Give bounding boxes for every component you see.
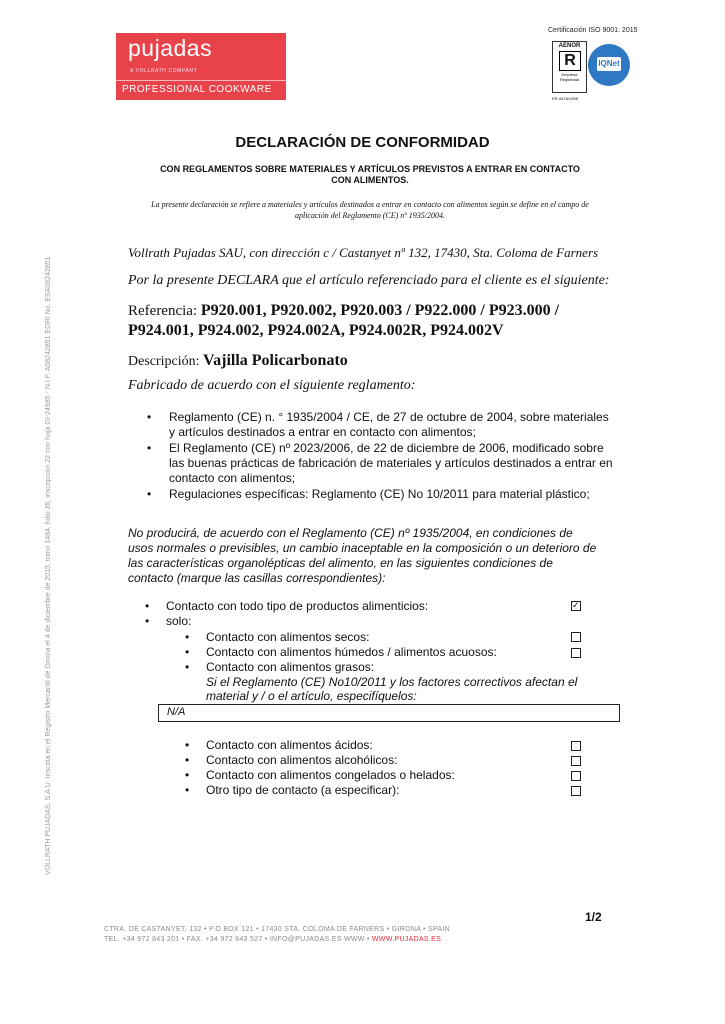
humedos-label: Contacto con alimentos húmedos / alimentos acuosos:: [206, 645, 497, 659]
description-block: [128, 352, 348, 370]
secos-label: Contacto con alimentos secos:: [206, 630, 370, 644]
bullet-icon: •: [185, 768, 190, 782]
contact-all-checkbox[interactable]: [571, 601, 581, 611]
bullet-icon: •: [145, 599, 150, 613]
bullet-icon: •: [185, 783, 190, 797]
regulation-item: • El Reglamento (CE) nº 2023/2006, de 22 de diciembre de 2006, modificado sobre las buenas prácticas de fabricación de materiales y artículos destinados a entrar en contacto con alimentos;: [145, 441, 615, 486]
company-line: Vollrath Pujadas SAU, con dirección c / Castanyet nº 132, 17430, Sta. Coloma de Farners: [128, 245, 599, 260]
no-producira-paragraph: No producirá, de acuerdo con el Reglamento (CE) nº 1935/2004, en condiciones de usos normales o previsibles, un cambio inaceptable en la composición o un deterioro de las características organolépticas del alimento, en las siguientes condiciones de contacto (marque las casillas correspondientes):: [128, 526, 597, 585]
specify-value: N/A: [167, 706, 186, 718]
otro-row: [185, 783, 399, 798]
secos-row: [185, 630, 369, 645]
otro-checkbox[interactable]: [571, 786, 581, 796]
grasos-note-1: Si el Reglamento (CE) No10/2011 y los factores correctivos afectan el: [206, 675, 578, 689]
secos-checkbox[interactable]: [571, 632, 581, 642]
reference-label: Referencia:: [128, 303, 198, 319]
acidos-checkbox[interactable]: [571, 741, 581, 751]
footer-website-link[interactable]: WWW.PUJADAS.ES: [371, 936, 442, 943]
congelados-row: [185, 768, 455, 783]
specify-field[interactable]: [158, 704, 620, 722]
regulation-item: • Regulaciones específicas: Reglamento (CE) No 10/2011 para material plástico;: [145, 487, 615, 502]
solo-row: [145, 614, 191, 629]
congelados-checkbox[interactable]: [571, 771, 581, 781]
acidos-label: Contacto con alimentos ácidos:: [206, 738, 373, 752]
document-subtitle: CON REGLAMENTOS SOBRE MATERIALES Y ARTÍCULOS PREVISTOS A ENTRAR EN CONTACTO CON ALIMENTOS.: [160, 164, 580, 185]
pujadas-logo: [116, 33, 286, 100]
grasos-note-2: material y / o el artículo, especifíquelos:: [206, 689, 417, 703]
aenor-seal: [552, 41, 587, 93]
alcoholicos-checkbox[interactable]: [571, 756, 581, 766]
solo-label: solo:: [166, 614, 192, 628]
bullet-icon: •: [185, 645, 190, 659]
contact-all-row: [145, 599, 428, 614]
description-label: Descripción:: [128, 354, 200, 369]
otro-label: Otro tipo de contacto (a especificar):: [206, 783, 400, 797]
bullet-icon: •: [185, 738, 190, 752]
certification-title: Certificación ISO 9001: 2015: [548, 27, 638, 34]
bullet-icon: •: [145, 614, 150, 628]
logo-company: A VOLLRATH COMPANY: [130, 68, 198, 74]
logo-brand: pujadas: [128, 35, 213, 61]
document-title: DECLARACIÓN DE CONFORMIDAD: [235, 134, 490, 151]
regulation-item: • Reglamento (CE) n. ° 1935/2004 / CE, de 27 de octubre de 2004, sobre materiales y artículos destinados a entrar en contacto con alimentos;: [145, 410, 615, 440]
grasos-row: [185, 660, 374, 675]
footer-address: CTRA. DE CASTANYET, 132 • P.O.BOX 121 • 17430 STA. COLOMA DE FARNERS • GIRONA • SPAIN: [104, 926, 450, 933]
declara-line: Por la presente DECLARA que el artículo referenciado para el cliente es el siguiente:: [128, 273, 610, 288]
bullet-icon: •: [185, 660, 190, 674]
description-value: Vajilla Policarbonato: [203, 352, 348, 369]
contact-all-label: Contacto con todo tipo de productos alimenticios:: [166, 599, 429, 613]
logo-divider: [116, 80, 286, 81]
humedos-row: [185, 645, 497, 660]
regulations-list: [145, 410, 615, 503]
page-number: 1/2: [585, 910, 602, 924]
bullet-icon: •: [185, 630, 190, 644]
reference-value: P920.001, P920.002, P920.003 / P922.000 / P923.000 / P924.001, P924.002, P924.002A, P924.002R, P924.002V: [128, 302, 560, 339]
alcoholicos-row: [185, 753, 397, 768]
aenor-er-icon: R: [559, 51, 581, 71]
footer-contact: [104, 936, 441, 943]
aenor-label: AENOR: [558, 43, 581, 49]
alcoholicos-label: Contacto con alimentos alcohólicos:: [206, 753, 398, 767]
bullet-icon: •: [185, 753, 190, 767]
side-registry-text: VOLLRATH PUJADAS, S.A.U. Inscrita en el Registro Mercantil de Girona el 4 de diciembre de 2015, tomo 1484, folio 35, inscripción 22 con hoja GI-24985 - N.I.F. A08242851 EORI No. ESA08242851: [45, 256, 52, 875]
congelados-label: Contacto con alimentos congelados o helados:: [206, 768, 455, 782]
humedos-checkbox[interactable]: [571, 648, 581, 658]
aenor-registered-text: Empresa Registrada: [559, 72, 580, 82]
intro-paragraph: La presente declaración se refiere a materiales y artículos destinados a entrar en contacto con alimentos según se define en el campo de aplicación del Reglamento (CE) nº 1935/2004.: [151, 200, 589, 220]
aenor-code: ER-0678/1998: [552, 96, 578, 101]
iqnet-label: IQNet: [597, 57, 621, 71]
reference-block: [128, 301, 598, 341]
fabricado-line: Fabricado de acuerdo con el siguiente reglamento:: [128, 378, 416, 393]
iqnet-seal: [588, 44, 630, 86]
footer-contact-text: TEL. +34 972 843 201 • FAX. +34 972 843 527 • INFO@PUJADAS.ES WWW •: [104, 936, 372, 943]
logo-tagline: PROFESSIONAL COOKWARE: [122, 84, 272, 95]
grasos-label: Contacto con alimentos grasos:: [206, 660, 375, 674]
acidos-row: [185, 738, 373, 753]
